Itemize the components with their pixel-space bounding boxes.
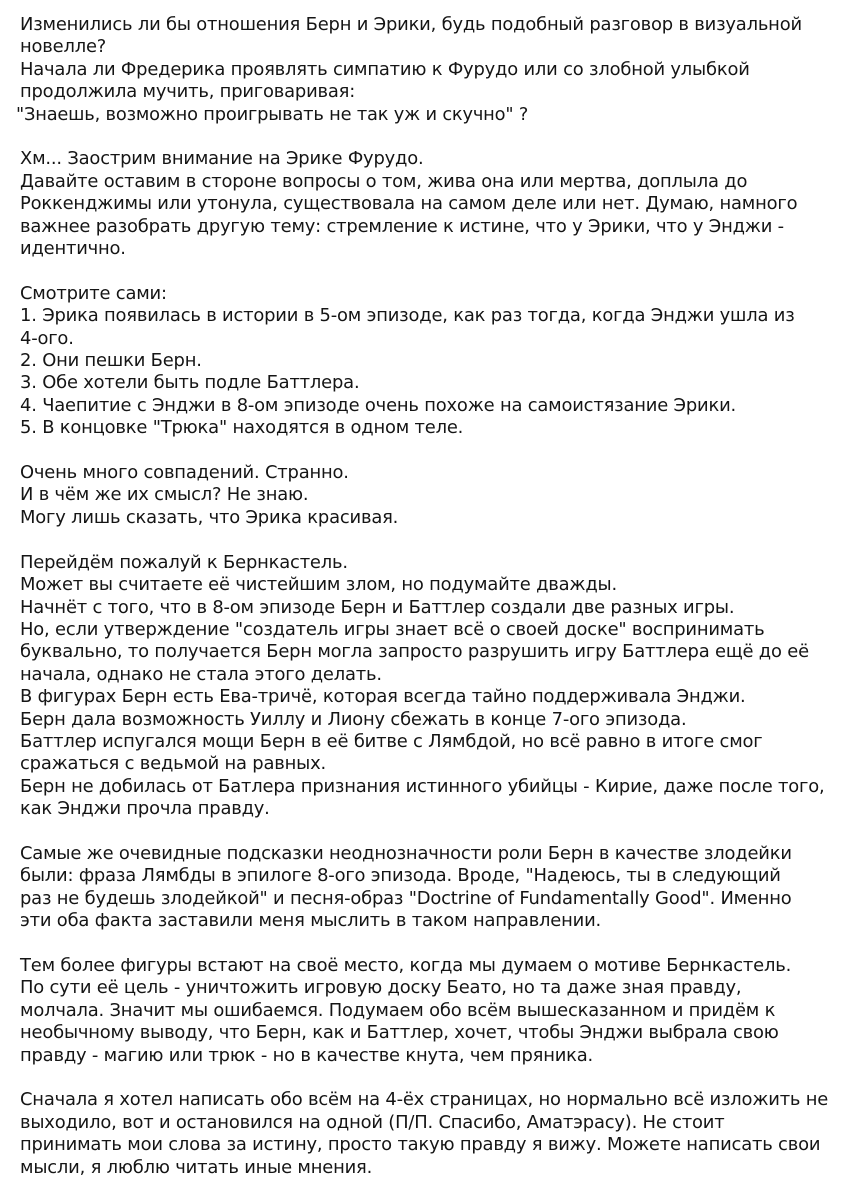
text-line: И в чём же их смысл? Не знаю. bbox=[20, 484, 309, 506]
text-line: 4-ого. bbox=[20, 327, 74, 349]
text-line: сражаться с ведьмой на равных. bbox=[20, 753, 326, 775]
text-line: выходило, вот и остановился на одной (П/П. Спасибо, Аматэрасу). Не стоит bbox=[20, 1111, 725, 1133]
text-line: Давайте оставим в стороне вопросы о том, жива она или мертва, доплыла до bbox=[20, 170, 748, 192]
text-line: Баттлер испугался мощи Берн в её битве с Лямбдой, но всё равно в итоге смог bbox=[20, 730, 763, 752]
text-line: правду - магию или трюк - но в качестве кнута, чем пряника. bbox=[20, 1044, 594, 1066]
text-line: Могу лишь сказать, что Эрика красивая. bbox=[20, 506, 399, 528]
text-line: Но, если утверждение "создатель игры знает всё о своей доске" воспринимать bbox=[20, 618, 765, 640]
text-line: "Знаешь, возможно проигрывать не так уж и скучно" ? bbox=[16, 103, 529, 125]
paragraph bbox=[20, 148, 850, 260]
text-line: продолжила мучить, приговаривая: bbox=[20, 81, 356, 103]
paragraph bbox=[16, 14, 850, 126]
paragraph bbox=[20, 955, 850, 1067]
text-line: начала, однако не стала этого делать. bbox=[20, 663, 382, 685]
text-line: раз не будешь злодейкой" и песня-образ "Doctrine of Fundamentally Good". Именно bbox=[20, 887, 792, 909]
text-line: буквально, то получается Берн могла запросто разрушить игру Баттлера ещё до её bbox=[20, 641, 809, 663]
text-line: Берн дала возможность Уиллу и Лиону сбежать в конце 7-ого эпизода. bbox=[20, 708, 687, 730]
text-line: Начала ли Фредерика проявлять симпатию к Фурудо или со злобной улыбкой bbox=[20, 58, 750, 80]
text-line: важнее разобрать другую тему: стремление к истине, что у Эрики, что у Энджи - bbox=[20, 215, 784, 237]
paragraph bbox=[20, 1089, 850, 1179]
text-line: были: фраза Лямбды в эпилоге 8-ого эпизода. Вроде, "Надеюсь, ты в следующий bbox=[20, 865, 781, 887]
text-line: Тем более фигуры встают на своё место, когда мы думаем о мотиве Бернкастель. bbox=[20, 954, 792, 976]
text-line: Хм... Заострим внимание на Эрике Фурудо. bbox=[20, 148, 424, 170]
paragraph bbox=[20, 552, 850, 821]
text-line: По сути её цель - уничтожить игровую доску Беато, но та даже зная правду, bbox=[20, 977, 742, 999]
text-line: Самые же очевидные подсказки неоднозначности роли Берн в качестве злодейки bbox=[20, 842, 792, 864]
text-line: 3. Обе хотели быть подле Баттлера. bbox=[20, 372, 360, 394]
text-line: мысли, я люблю читать иные мнения. bbox=[20, 1156, 373, 1178]
text-line: Берн не добилась от Батлера признания истинного убийцы - Кирие, даже после того, bbox=[20, 775, 825, 797]
text-line: Начнёт с того, что в 8-ом эпизоде Берн и Баттлер создали две разных игры. bbox=[20, 596, 735, 618]
text-line: как Энджи прочла правду. bbox=[20, 798, 270, 820]
paragraph bbox=[20, 283, 850, 440]
text-line: Смотрите сами: bbox=[20, 282, 167, 304]
text-line: 1. Эрика появилась в истории в 5-ом эпизоде, как раз тогда, когда Энджи ушла из bbox=[20, 305, 795, 327]
text-line: Сначала я хотел написать обо всём на 4-ёх страницах, но нормально всё изложить не bbox=[20, 1089, 829, 1111]
text-line: молчала. Значит мы ошибаемся. Подумаем обо всём вышесказанном и придём к bbox=[20, 999, 776, 1021]
paragraph bbox=[20, 462, 850, 529]
paragraph bbox=[20, 843, 850, 933]
text-line: В фигурах Берн есть Ева-тричë, которая всегда тайно поддерживала Энджи. bbox=[20, 686, 746, 708]
text-line: 2. Они пешки Берн. bbox=[20, 350, 202, 372]
text-line: необычному выводу, что Берн, как и Баттлер, хочет, чтобы Энджи выбрала свою bbox=[20, 1022, 779, 1044]
text-line: 5. В концовке "Трюка" находятся в одном теле. bbox=[20, 417, 464, 439]
text-line: эти оба факта заставили меня мыслить в таком направлении. bbox=[20, 910, 602, 932]
text-line: идентично. bbox=[20, 238, 126, 260]
text-line: новелле? bbox=[20, 36, 107, 58]
text-line: принимать мои слова за истину, просто такую правду я вижу. Можете написать свои bbox=[20, 1134, 821, 1156]
text-line: Может вы считаете её чистейшим злом, но подумайте дважды. bbox=[20, 574, 617, 596]
text-line: Роккенджимы или утонула, существовала на самом деле или нет. Думаю, намного bbox=[20, 193, 798, 215]
text-line: Очень много совпадений. Странно. bbox=[20, 462, 349, 484]
text-line: 4. Чаепитие с Энджи в 8-ом эпизоде очень похоже на самоистязание Эрики. bbox=[20, 394, 737, 416]
document-page bbox=[16, 14, 850, 1201]
text-line: Изменились ли бы отношения Берн и Эрики, будь подобный разговор в визуальной bbox=[20, 14, 802, 35]
text-line: Перейдём пожалуй к Бернкастель. bbox=[20, 551, 348, 573]
